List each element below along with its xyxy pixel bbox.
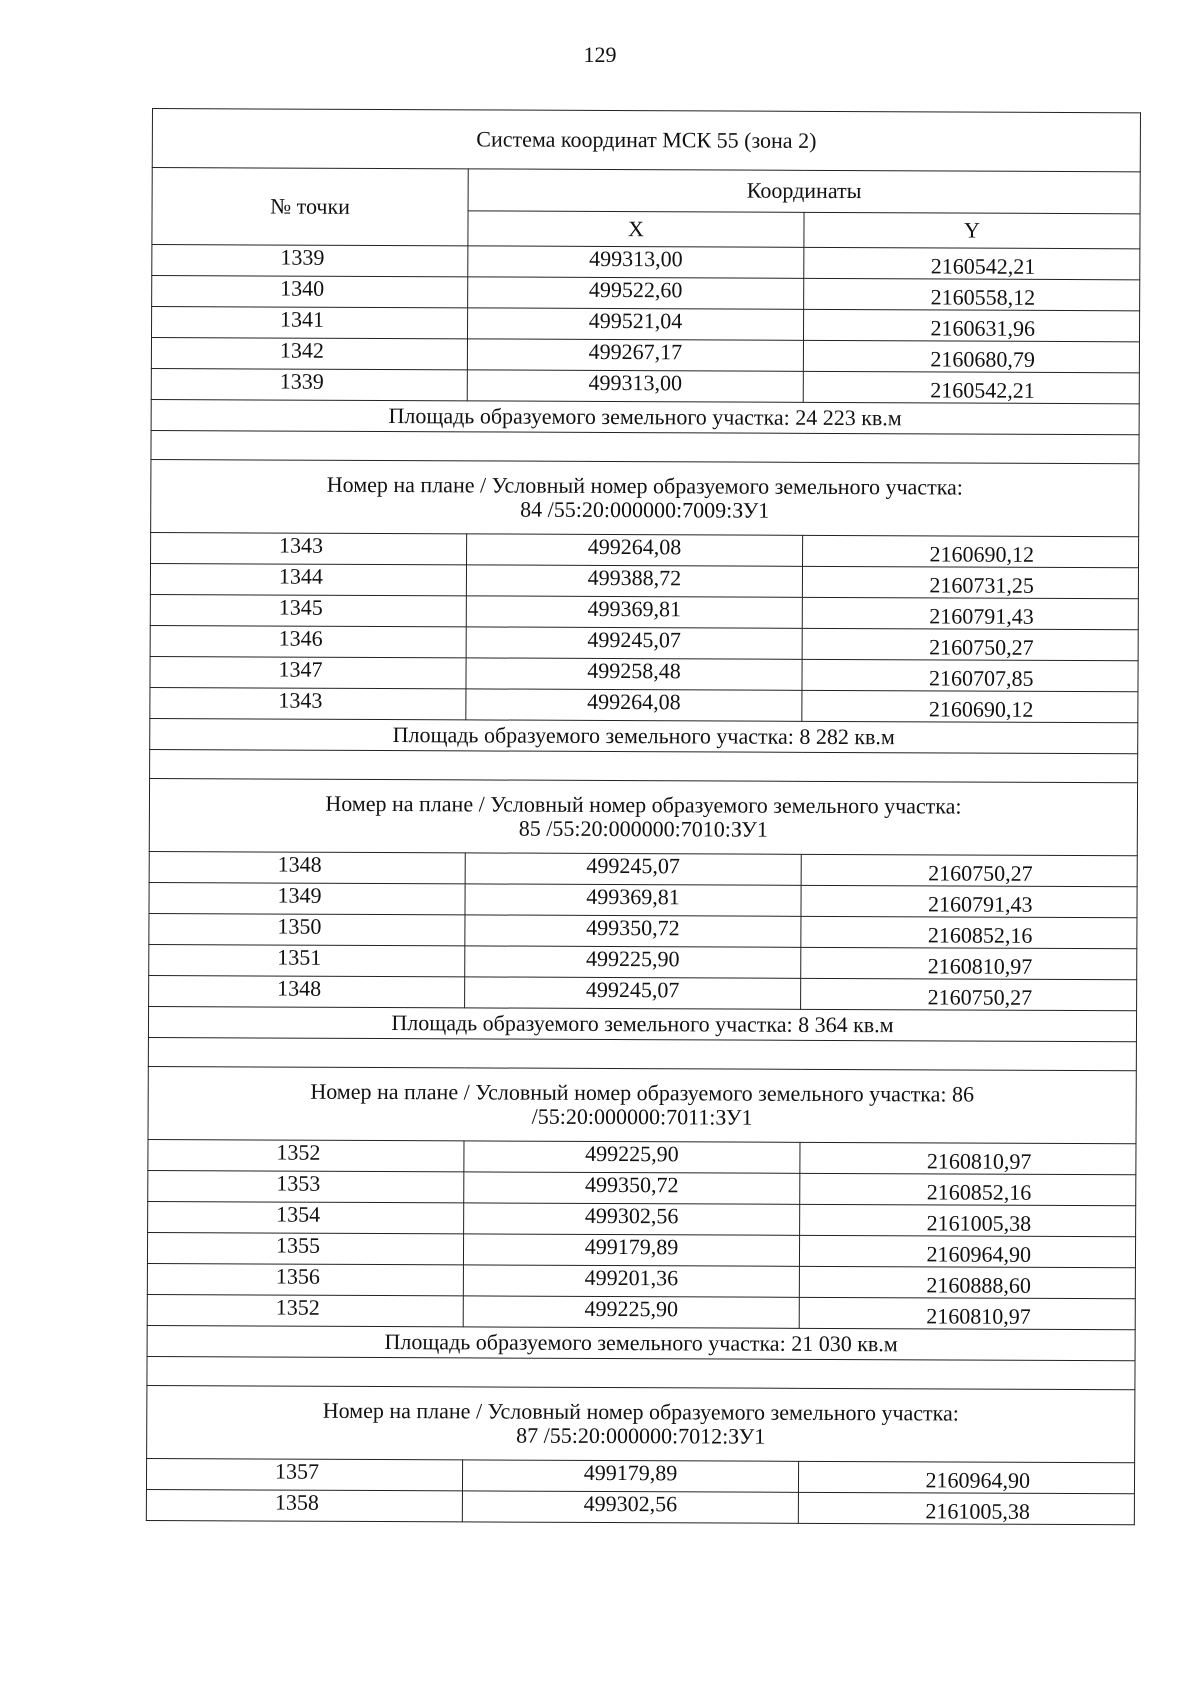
table-row (148, 1170, 1136, 1205)
y-coordinate: 2161005,38 (798, 1492, 1134, 1524)
x-coordinate: 499201,36 (463, 1265, 799, 1297)
point-number: 1353 (148, 1170, 464, 1202)
plot-heading-line2: /55:20:000000:7011:ЗУ1 (531, 1103, 753, 1130)
y-coordinate: 2160791,43 (801, 885, 1137, 917)
table-row (146, 1489, 1134, 1524)
point-number: 1342 (151, 338, 467, 370)
table-row (150, 625, 1138, 660)
table-row (147, 1294, 1135, 1329)
spacer-cell (147, 1356, 1135, 1389)
y-coordinate: 2160750,27 (802, 628, 1138, 660)
x-coordinate: 499258,48 (466, 658, 802, 690)
spacer-row (148, 1037, 1136, 1070)
x-coordinate: 499369,81 (465, 884, 801, 916)
plot-heading (148, 1066, 1136, 1143)
page-number: 129 (583, 42, 617, 67)
x-coordinate: 499267,17 (467, 339, 803, 371)
y-coordinate: 2160542,21 (804, 247, 1140, 279)
x-coordinate: 499245,07 (466, 627, 802, 659)
table-row (150, 687, 1138, 722)
table-row (146, 1458, 1134, 1493)
x-coordinate: 499369,81 (466, 596, 802, 628)
table-row (149, 913, 1137, 948)
point-number: 1349 (149, 882, 465, 914)
table-row (149, 944, 1137, 979)
point-number: 1345 (150, 594, 466, 626)
x-coordinate: 499225,90 (463, 1296, 799, 1328)
table-row (152, 276, 1140, 311)
plot-heading (151, 459, 1139, 536)
point-number: 1348 (149, 851, 465, 883)
y-coordinate: 2160542,21 (803, 371, 1139, 403)
coordinates-table (146, 108, 1141, 1525)
table-row (150, 594, 1138, 629)
x-coordinate: 499264,08 (467, 534, 803, 566)
y-coordinate: 2160888,60 (799, 1266, 1135, 1298)
point-number: 1350 (149, 913, 465, 945)
point-number: 1354 (148, 1201, 464, 1233)
table-row (151, 307, 1139, 342)
y-coordinate: 2160731,25 (802, 566, 1138, 598)
spacer-row (151, 430, 1139, 463)
x-coordinate: 499302,56 (462, 1491, 798, 1523)
y-coordinate: 2160750,27 (801, 978, 1137, 1010)
plot-heading (147, 1385, 1135, 1462)
x-coordinate: 499521,04 (467, 308, 803, 340)
plot-heading-line2: 85 /55:20:000000:7010:ЗУ1 (518, 815, 768, 842)
y-coordinate: 2160558,12 (804, 278, 1140, 310)
spacer-cell (151, 430, 1139, 463)
x-coordinate: 499179,89 (463, 1234, 799, 1266)
point-number: 1344 (150, 563, 466, 595)
plot-heading-row (147, 1385, 1135, 1462)
x-coordinate: 499245,07 (465, 853, 801, 885)
y-coordinate: 2160791,43 (802, 597, 1138, 629)
y-coordinate: 2160707,85 (802, 659, 1138, 691)
area-row (148, 1006, 1136, 1041)
y-coordinate: 2160964,90 (799, 1235, 1135, 1267)
system-title-row (152, 109, 1140, 172)
x-coordinate: 499302,56 (464, 1203, 800, 1235)
x-coordinate: 499179,89 (462, 1460, 798, 1492)
table-row (149, 882, 1137, 917)
x-coordinate: 499350,72 (465, 915, 801, 947)
table-row (150, 656, 1138, 691)
point-number: 1346 (150, 625, 466, 657)
y-header: Y (804, 212, 1140, 249)
plot-heading-line1: Номер на плане / Условный номер образуемого земельного участка: (322, 1397, 959, 1426)
plot-heading-row (148, 1066, 1136, 1143)
point-number: 1348 (149, 975, 465, 1007)
point-number: 1358 (146, 1489, 462, 1521)
plot-heading-line2: 87 /55:20:000000:7012:ЗУ1 (516, 1422, 766, 1449)
plot-heading-row (149, 778, 1137, 855)
x-coordinate: 499350,72 (464, 1172, 800, 1204)
area-row (150, 718, 1138, 753)
x-coordinate: 499225,90 (464, 1141, 800, 1173)
spacer-cell (150, 749, 1138, 782)
plot-area: Площадь образуемого земельного участка: 8 282 кв.м (150, 718, 1138, 753)
x-coordinate: 499388,72 (466, 565, 802, 597)
point-number: 1357 (146, 1458, 462, 1490)
x-coordinate: 499522,60 (468, 277, 804, 309)
y-coordinate: 2160852,16 (800, 1173, 1136, 1205)
table-row (151, 368, 1139, 403)
table-row (148, 1201, 1136, 1236)
table-row (148, 1139, 1136, 1174)
y-coordinate: 2160690,12 (802, 690, 1138, 722)
table-row (151, 532, 1139, 567)
coordinates-header: Координаты (468, 169, 1140, 214)
point-number: 1356 (147, 1263, 463, 1295)
table-row (149, 975, 1137, 1010)
point-number: 1339 (151, 368, 467, 400)
plot-heading-line1: Номер на плане / Условный номер образуемого земельного участка: (325, 790, 962, 819)
area-row (147, 1325, 1135, 1360)
coordinate-system-title: Система координат МСК 55 (зона 2) (152, 109, 1140, 172)
plot-area: Площадь образуемого земельного участка: 21 030 кв.м (147, 1325, 1135, 1360)
y-coordinate: 2160690,12 (803, 535, 1139, 567)
y-coordinate: 2160631,96 (803, 309, 1139, 341)
y-coordinate: 2160680,79 (803, 340, 1139, 372)
table-row (150, 563, 1138, 598)
point-number: 1339 (152, 245, 468, 277)
plot-heading-line1: Номер на плане / Условный номер образуемого земельного участка: 86 (310, 1078, 975, 1107)
spacer-row (150, 749, 1138, 782)
header-row (152, 168, 1140, 214)
spacer-row (147, 1356, 1135, 1389)
y-coordinate: 2160810,97 (800, 1142, 1136, 1174)
table-row (147, 1263, 1135, 1298)
x-coordinate: 499313,00 (467, 370, 803, 402)
table-row (147, 1232, 1135, 1267)
point-number: 1340 (152, 276, 468, 308)
point-number: 1347 (150, 656, 466, 688)
y-coordinate: 2160750,27 (801, 854, 1137, 886)
x-coordinate: 499245,07 (465, 977, 801, 1009)
plot-area: Площадь образуемого земельного участка: 24 223 кв.м (151, 399, 1139, 434)
plot-heading-row (151, 459, 1139, 536)
point-number-header: № точки (152, 168, 468, 246)
table-row (152, 245, 1140, 280)
point-number: 1351 (149, 944, 465, 976)
plot-heading (149, 778, 1137, 855)
y-coordinate: 2160810,97 (801, 947, 1137, 979)
plot-area: Площадь образуемого земельного участка: 8 364 кв.м (148, 1006, 1136, 1041)
spacer-cell (148, 1037, 1136, 1070)
y-coordinate: 2160852,16 (801, 916, 1137, 948)
area-row (151, 399, 1139, 434)
point-number: 1341 (151, 307, 467, 339)
table-row (151, 338, 1139, 373)
x-coordinate: 499264,08 (466, 689, 802, 721)
point-number: 1343 (150, 687, 466, 719)
y-coordinate: 2160810,97 (799, 1297, 1135, 1329)
x-coordinate: 499313,00 (468, 246, 804, 278)
y-coordinate: 2161005,38 (800, 1204, 1136, 1236)
plot-heading-line2: 84 /55:20:000000:7009:ЗУ1 (520, 496, 770, 523)
point-number: 1355 (147, 1232, 463, 1264)
table-row (149, 851, 1137, 886)
plot-heading-line1: Номер на плане / Условный номер образуемого земельного участка: (326, 471, 964, 500)
point-number: 1352 (148, 1139, 464, 1171)
x-header: X (468, 211, 804, 248)
point-number: 1352 (147, 1294, 463, 1326)
point-number: 1343 (151, 532, 467, 564)
y-coordinate: 2160964,90 (798, 1461, 1134, 1493)
x-coordinate: 499225,90 (465, 946, 801, 978)
